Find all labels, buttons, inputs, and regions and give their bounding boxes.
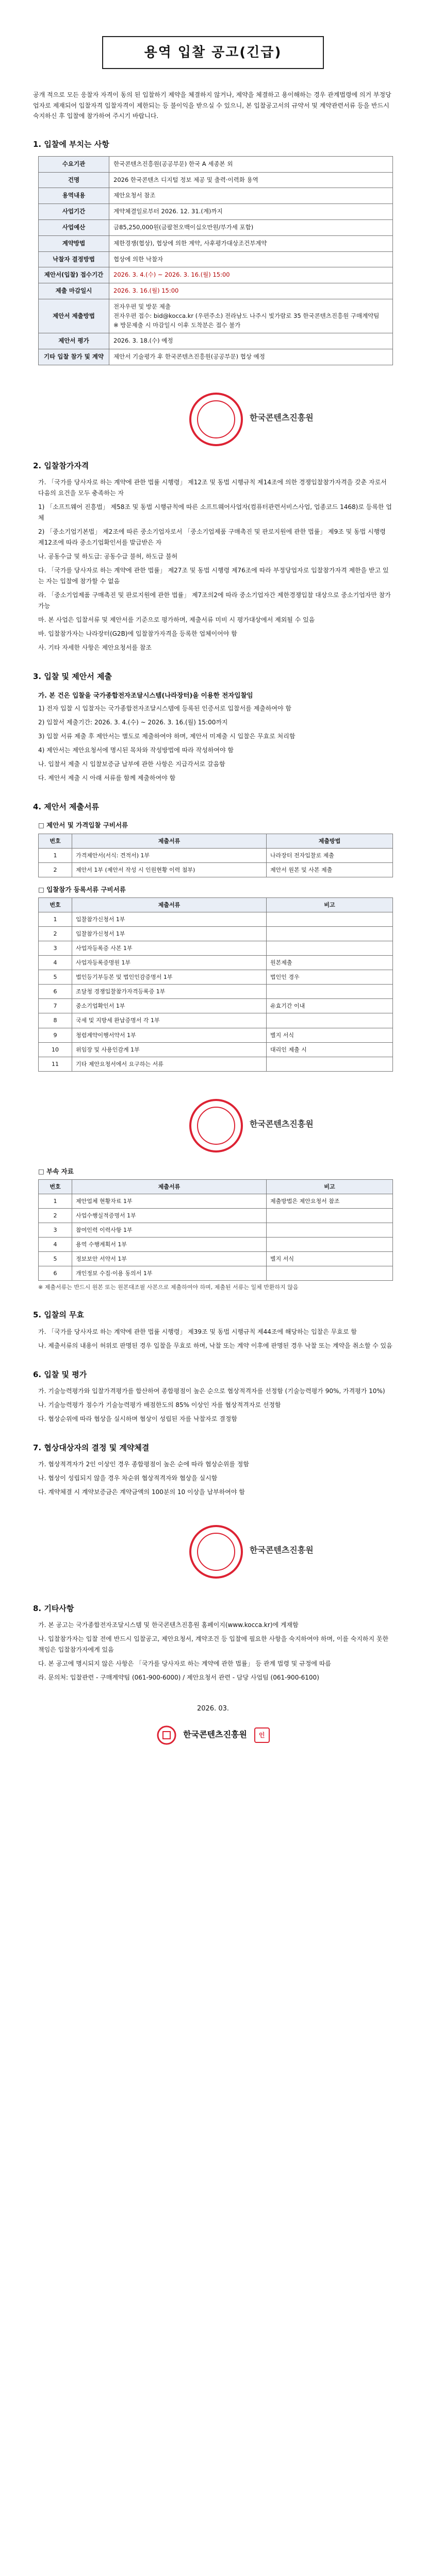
col-header: 비고 xyxy=(267,1180,393,1194)
stamp-row-3 xyxy=(38,1508,393,1585)
section-2-title: 2. 입찰참가자격 xyxy=(33,461,89,471)
table-row xyxy=(39,188,393,204)
paragraph: 나. 입찰서 제출 시 입찰보증금 납부에 관한 사항은 지급각서로 갈음함 xyxy=(38,760,225,768)
section-4-title: 4. 제안서 제출서류 xyxy=(33,802,100,811)
announcement-date: 2026. 03. xyxy=(196,1705,230,1713)
table-row xyxy=(39,1266,393,1281)
paragraph: 다. 계약체결 시 계약보증금은 계약금액의 100분의 10 이상을 납부하여야 함 xyxy=(38,1488,245,1496)
table-row xyxy=(39,333,393,349)
row-key: 사업기간 xyxy=(39,204,109,220)
table-header-row xyxy=(39,834,393,848)
table-row xyxy=(39,927,393,941)
section-8-title: 8. 기타사항 xyxy=(33,1604,74,1614)
cell: 대리인 제출 시 xyxy=(267,1042,393,1057)
cell: 용역 수행계획서 1부 xyxy=(72,1238,267,1252)
cell xyxy=(267,1238,393,1252)
cell: 8 xyxy=(39,1013,72,1028)
section-1-title: 1. 입찰에 부치는 사항 xyxy=(33,140,109,149)
section-6-body xyxy=(38,1386,393,1425)
cell: 5 xyxy=(39,1252,72,1266)
cell: 가격제안서(서식: 견적서) 1부 xyxy=(72,848,267,862)
stamp-row-2 xyxy=(38,1082,393,1159)
table-row xyxy=(39,862,393,877)
table-row xyxy=(39,1209,393,1223)
table-note: ※ 제출서류는 반드시 원본 또는 원본대조필 사본으로 제출하여야 하며, 제출된 서류는 일체 반환하지 않음 xyxy=(38,1284,299,1291)
paragraph: 나. 입찰참가자는 입찰 전에 반드시 입찰공고, 제안요청서, 계약조건 등 입찰에 필요한 사항을 숙지하여야 하며, 이를 숙지하지 못한 책임은 입찰참가자에게 있음 xyxy=(38,1635,389,1654)
row-key: 제출 마감일시 xyxy=(39,283,109,299)
paragraph: 가. 「국가를 당사자로 하는 계약에 관한 법률 시행령」 제39조 및 동법 시행규칙 제44조에 해당하는 입찰은 무효로 함 xyxy=(38,1328,357,1335)
paragraph: 가. 「국가를 당사자로 하는 계약에 관한 법률 시행령」 제12조 및 동법 시행규칙 제14조에 의한 경쟁입찰참가자격을 갖춘 자로서 다음의 요건을 모두 충족하는 자 xyxy=(38,479,387,497)
table-row xyxy=(39,1013,393,1028)
col-header: 번호 xyxy=(39,1180,72,1194)
cell: 9 xyxy=(39,1028,72,1042)
table-header-row xyxy=(39,898,393,912)
table-registration-docs xyxy=(38,897,393,1072)
row-value: 제안서 기술평가 후 한국콘텐츠진흥원(공공부문) 협상 예정 xyxy=(109,349,393,365)
cell: 나라장터 전자입찰로 제출 xyxy=(267,848,393,862)
cell: 국세 및 지방세 완납증명서 각 1부 xyxy=(72,1013,267,1028)
cell: 1 xyxy=(39,1194,72,1209)
table-row xyxy=(39,156,393,172)
cell: 제출방법은 제안요청서 참조 xyxy=(267,1194,393,1209)
table-row xyxy=(39,1194,393,1209)
row-value: 2026. 3. 18.(수) 예정 xyxy=(109,333,393,349)
cell: 10 xyxy=(39,1042,72,1057)
cell: 참여인력 이력사항 1부 xyxy=(72,1223,267,1238)
paragraph: 3) 입찰 서류 제출 후 제안서는 별도로 제출하여야 하며, 제안서 미제출 시 입찰은 무효로 처리함 xyxy=(38,732,296,740)
seal-org-label: 한국콘텐츠진흥원 xyxy=(250,413,314,423)
seal-icon xyxy=(188,1523,244,1580)
row-value: 2026. 3. 4.(수) ~ 2026. 3. 16.(월) 15:00 xyxy=(109,267,393,283)
cell xyxy=(267,1209,393,1223)
cell: 1 xyxy=(39,912,72,927)
org-logo-icon xyxy=(156,1725,177,1745)
table-row xyxy=(39,1057,393,1071)
paragraph: 마. 본 사업은 입찰서류 및 제안서를 기준으로 평가하며, 제출서류 미비 시 평가대상에서 제외될 수 있음 xyxy=(38,616,315,624)
cell: 3 xyxy=(39,941,72,956)
cell: 사업자등록증명원 1부 xyxy=(72,956,267,970)
table-row xyxy=(39,204,393,220)
cell: 유효기간 이내 xyxy=(267,999,393,1013)
paragraph: 다. 제안서 제출 시 아래 서류를 함께 제출하여야 함 xyxy=(38,774,176,782)
table-row xyxy=(39,848,393,862)
table-row xyxy=(39,1238,393,1252)
seal-mark: 인 xyxy=(254,1727,270,1743)
col-header: 제출서류 xyxy=(72,834,267,848)
table-proposal-docs xyxy=(38,834,393,877)
cell: 개인정보 수집·이용 동의서 1부 xyxy=(72,1266,267,1281)
table-attachments xyxy=(38,1179,393,1281)
cell: 7 xyxy=(39,999,72,1013)
paragraph: 다. 「국가를 당사자로 하는 계약에 관한 법률」 제27조 및 동법 시행령 제76조에 따라 부정당업자로 입찰참가자격 제한을 받고 있는 자는 입찰에 참가할 수 없음 xyxy=(38,567,389,585)
cell: 원본제출 xyxy=(267,956,393,970)
paragraph: 라. 문의처: 입찰관련 - 구매계약팀 (061-900-6000) / 제안요청서 관련 - 담당 사업팀 (061-900-6100) xyxy=(38,1674,319,1682)
cell: 사업자등록증 사본 1부 xyxy=(72,941,267,956)
submit-method: 전자우편 및 방문 제출 xyxy=(113,303,171,311)
section-2-body xyxy=(38,477,393,653)
seal-org-label: 한국콘텐츠진흥원 xyxy=(250,1545,314,1555)
cell xyxy=(267,1266,393,1281)
cell: 위임장 및 사용인감계 1부 xyxy=(72,1042,267,1057)
row-value xyxy=(109,299,393,333)
paragraph: 가. 본 공고는 국가종합전자조달시스템 및 한국콘텐츠진흥원 홈페이지(www.kocca.kr)에 게재함 xyxy=(38,1621,299,1629)
col-header: 번호 xyxy=(39,898,72,912)
cell: 별지 서식 xyxy=(267,1028,393,1042)
seal-icon xyxy=(188,1097,244,1154)
paragraph: 2) 입찰서 제출기간: 2026. 3. 4.(수) ~ 2026. 3. 16.(월) 15:00까지 xyxy=(38,718,228,726)
cell: 6 xyxy=(39,985,72,999)
cell: 11 xyxy=(39,1057,72,1071)
table3-title: □ 부속 자료 xyxy=(38,1167,74,1175)
paragraph: 나. 공동수급 및 하도급: 공동수급 불허, 하도급 불허 xyxy=(38,553,178,561)
table1-title: □ 제안서 및 가격입찰 구비서류 xyxy=(38,821,128,829)
row-value: 한국콘텐츠진흥원(공공부문) 한국 A 세종본 외 xyxy=(109,156,393,172)
cell: 기타 제안요청서에서 요구하는 서류 xyxy=(72,1057,267,1071)
table-row xyxy=(39,235,393,251)
section-6-title: 6. 입찰 및 평가 xyxy=(33,1369,87,1379)
row-value: 제안요청서 참조 xyxy=(109,188,393,204)
section-5-title: 5. 입찰의 무효 xyxy=(33,1310,85,1320)
table-row xyxy=(39,283,393,299)
table-row xyxy=(39,267,393,283)
table-row xyxy=(39,349,393,365)
row-key: 제안서 제출방법 xyxy=(39,299,109,333)
submit-note: 전자우편 접수: bid@kocca.kr (우편주소) 전라남도 나주시 빛가람로 35 한국콘텐츠진흥원 구매계약팀 xyxy=(113,312,380,319)
row-key: 사업예산 xyxy=(39,219,109,235)
paragraph: 다. 본 공고에 명시되지 않은 사항은 「국가를 당사자로 하는 계약에 관한 법률」 등 관계 법령 및 규정에 따름 xyxy=(38,1660,331,1668)
org-name: 한국콘텐츠진흥원 xyxy=(183,1730,247,1740)
row-key: 수요기관 xyxy=(39,156,109,172)
row-value: 협상에 의한 낙찰자 xyxy=(109,251,393,267)
stamp-row-1 xyxy=(38,376,393,443)
row-key: 용역내용 xyxy=(39,188,109,204)
cell: 2 xyxy=(39,862,72,877)
cell xyxy=(267,912,393,927)
table-row xyxy=(39,172,393,188)
table-row xyxy=(39,219,393,235)
table-row xyxy=(39,956,393,970)
cell xyxy=(267,1057,393,1071)
table-row xyxy=(39,985,393,999)
cell: 1 xyxy=(39,848,72,862)
seal-org-label: 한국콘텐츠진흥원 xyxy=(250,1118,314,1129)
cell: 법인등기부등본 및 법인인감증명서 1부 xyxy=(72,970,267,985)
paragraph: 나. 제출서류의 내용이 허위로 판명된 경우 입찰을 무효로 하며, 낙찰 또는 계약 이후에 판명된 경우 낙찰 또는 계약을 취소할 수 있음 xyxy=(38,1342,392,1349)
table-row xyxy=(39,251,393,267)
seal-icon xyxy=(188,391,244,448)
row-value: 제한경쟁(협상), 협상에 의한 계약, 사후평가대상조건부계약 xyxy=(109,235,393,251)
cell: 5 xyxy=(39,970,72,985)
row-key: 기타 입찰 참가 및 계약 xyxy=(39,349,109,365)
row-key: 제안서(입찰) 접수기간 xyxy=(39,267,109,283)
cell: 조달청 경쟁입찰참가자격등록증 1부 xyxy=(72,985,267,999)
intro-text: 공개 적으로 모든 응찰자 자격이 동의 된 입찰하기 제약을 체결하지 않거나, 제약을 체결하고 용이해하는 경우 관계법령에 의거 부정당업자로 제재되어 입찰자격 입찰자격이 제한되는 등 불이익을 받으실 수 있으니, 본 입찰공고서의 규약서 및 계약관련서류 등을 반드시 숙지하신 후 입찰에 참가하여 주시기 바랍니다. xyxy=(33,91,391,120)
cell: 제안서 1부 (제안서 작성 시 인원현황 이력 첨부) xyxy=(72,862,267,877)
paragraph: 라. 「중소기업제품 구매촉진 및 판로지원에 관한 법률」 제7조의2에 따라 중소기업자간 제한경쟁입찰 대상으로 중소기업자만 참가 가능 xyxy=(38,591,391,610)
section-7-body xyxy=(38,1459,393,1498)
cell xyxy=(267,941,393,956)
cell xyxy=(267,927,393,941)
row-value: 2026 한국콘텐츠 디지털 정보 제공 및 출력·이력화 용역 xyxy=(109,172,393,188)
row-value: 계약체결일로부터 2026. 12. 31.(계)까지 xyxy=(109,204,393,220)
row-value: 2026. 3. 16.(월) 15:00 xyxy=(109,283,393,299)
cell xyxy=(267,1013,393,1028)
col-header: 제출방법 xyxy=(267,834,393,848)
page-title: 용역 입찰 공고(긴급) xyxy=(102,36,324,69)
table-row xyxy=(39,1042,393,1057)
table-header-row xyxy=(39,1180,393,1194)
col-header: 제출서류 xyxy=(72,898,267,912)
cell: 청렴계약이행서약서 1부 xyxy=(72,1028,267,1042)
table-row xyxy=(39,912,393,927)
cell: 2 xyxy=(39,927,72,941)
cell: 4 xyxy=(39,956,72,970)
paragraph: 다. 협상순위에 따라 협상을 실시하며 협상이 성립된 자를 낙찰자로 결정함 xyxy=(38,1415,237,1422)
cell: 법인인 경우 xyxy=(267,970,393,985)
table-row xyxy=(39,970,393,985)
paragraph: 나. 협상이 성립되지 않을 경우 차순위 협상적격자와 협상을 실시함 xyxy=(38,1475,218,1482)
row-key: 제안서 평가 xyxy=(39,333,109,349)
section-7-title: 7. 협상대상자의 결정 및 계약체결 xyxy=(33,1443,150,1452)
table-row xyxy=(39,1252,393,1266)
section-5-body xyxy=(38,1327,393,1351)
section-3-title: 3. 입찰 및 제안서 제출 xyxy=(33,672,112,682)
cell: 중소기업확인서 1부 xyxy=(72,999,267,1013)
cell: 사업수행실적증명서 1부 xyxy=(72,1209,267,1223)
cell xyxy=(267,985,393,999)
paragraph: 사. 기타 자세한 사항은 제안요청서를 참조 xyxy=(38,644,152,652)
col-header: 제출서류 xyxy=(72,1180,267,1194)
table-row xyxy=(39,999,393,1013)
bid-info-table xyxy=(38,156,393,365)
col-header: 비고 xyxy=(267,898,393,912)
section-8-body xyxy=(38,1620,393,1683)
footer-org xyxy=(0,1725,426,1745)
table-row xyxy=(39,1028,393,1042)
cell: 정보보안 서약서 1부 xyxy=(72,1252,267,1266)
cell: 6 xyxy=(39,1266,72,1281)
cell: 별지 서식 xyxy=(267,1252,393,1266)
submit-detail: ※ 방문제출 시 마감일시 이후 도착분은 접수 불가 xyxy=(113,321,241,329)
paragraph: 4) 제안서는 제안요청서에 명시된 목차와 작성방법에 따라 작성하여야 함 xyxy=(38,746,234,754)
paragraph: 가. 기술능력평가와 입찰가격평가를 합산하여 종합평점이 높은 순으로 협상적격자를 선정함 (기술능력평가 90%, 가격평가 10%) xyxy=(38,1387,385,1395)
title-wrap xyxy=(0,0,426,69)
cell: 4 xyxy=(39,1238,72,1252)
table-row xyxy=(39,299,393,333)
table-row xyxy=(39,941,393,956)
row-value: 금85,250,000원(금팔천오백이십오만원/부가세 포함) xyxy=(109,219,393,235)
cell: 3 xyxy=(39,1223,72,1238)
row-key: 계약방법 xyxy=(39,235,109,251)
cell: 제안업체 현황자료 1부 xyxy=(72,1194,267,1209)
cell xyxy=(267,1223,393,1238)
cell: 제안서 원본 및 사본 제출 xyxy=(267,862,393,877)
paragraph: 1) 「소프트웨어 진흥법」 제58조 및 동법 시행규칙에 따른 소프트웨어사업자(컴퓨터관련서비스사업, 업종코드 1468)로 등록한 업체 xyxy=(38,503,392,522)
paragraph: 1) 전자 입찰 시 입찰자는 국가종합전자조달시스템에 등록된 인증서로 입찰서를 제출하여야 함 xyxy=(38,704,291,712)
table-row xyxy=(39,1223,393,1238)
paragraph: 가. 협상적격자가 2인 이상인 경우 종합평점이 높은 순에 따라 협상순위를 정함 xyxy=(38,1461,249,1468)
paragraph: 2) 「중소기업기본법」 제2조에 따른 중소기업자로서 「중소기업제품 구매촉진 및 판로지원에 관한 법률」 제9조 및 동법 시행령 제12조에 따라 중소기업확인서를 발급받은 자 xyxy=(38,528,386,547)
table2-title: □ 입찰참가 등록서류 구비서류 xyxy=(38,885,126,893)
row-key: 건명 xyxy=(39,172,109,188)
section-3-sub: 가. 본 건은 입찰을 국가종합전자조달시스템(나라장터)을 이용한 전자입찰임 xyxy=(38,691,253,699)
section-3-body xyxy=(38,703,393,784)
cell: 2 xyxy=(39,1209,72,1223)
cell: 입찰참가신청서 1부 xyxy=(72,912,267,927)
row-key: 낙찰자 결정방법 xyxy=(39,251,109,267)
paragraph: 나. 기술능력평가 점수가 기술능력평가 배점한도의 85% 이상인 자를 협상적격자로 선정함 xyxy=(38,1401,281,1409)
cell: 입찰참가신청서 1부 xyxy=(72,927,267,941)
col-header: 번호 xyxy=(39,834,72,848)
paragraph: 바. 입찰참가자는 나라장터(G2B)에 입찰참가자격을 등록한 업체이어야 함 xyxy=(38,630,237,638)
